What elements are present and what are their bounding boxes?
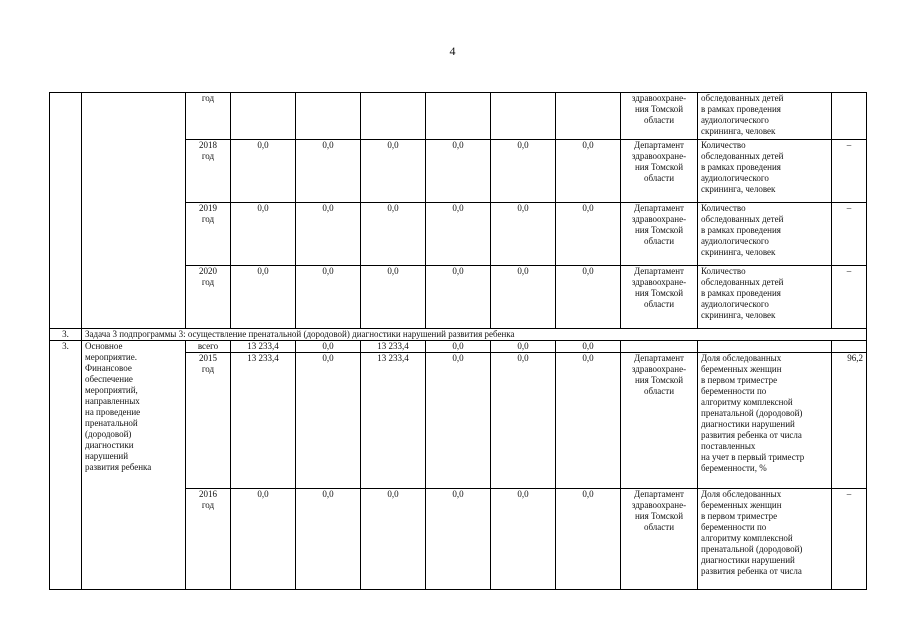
department-cell: Департамент здравоохране- ния Томской области bbox=[621, 353, 698, 489]
department-cell: здравоохране- ния Томской области bbox=[621, 93, 698, 140]
value-cell: 0,0 bbox=[296, 353, 361, 489]
indicator-cell: обследованных детей в рамках проведения аудиологического скрининга, человек bbox=[698, 93, 832, 140]
value-cell: 13 233,4 bbox=[231, 353, 296, 489]
year-cell: 2018 год bbox=[186, 140, 231, 203]
value-cell: 0,0 bbox=[361, 266, 426, 329]
value-cell: 0,0 bbox=[426, 203, 491, 266]
value-cell: 0,0 bbox=[491, 140, 556, 203]
value-cell: 0,0 bbox=[556, 341, 621, 353]
value-cell: 0,0 bbox=[491, 341, 556, 353]
value-cell: 0,0 bbox=[491, 489, 556, 590]
target-cell: – bbox=[832, 140, 867, 203]
value-cell: 0,0 bbox=[231, 140, 296, 203]
value-cell: 0,0 bbox=[491, 266, 556, 329]
department-cell bbox=[621, 341, 698, 353]
department-cell: Департамент здравоохране- ния Томской области bbox=[621, 266, 698, 329]
value-cell: 13 233,4 bbox=[231, 341, 296, 353]
page-number: 4 bbox=[449, 44, 456, 58]
value-cell: 0,0 bbox=[231, 266, 296, 329]
year-cell: год bbox=[186, 93, 231, 140]
target-cell bbox=[832, 341, 867, 353]
table-row bbox=[50, 93, 867, 140]
indicator-cell: Количество обследованных детей в рамках проведения аудиологического скрининга, человек bbox=[698, 203, 832, 266]
task-title-cell: Задача 3 подпрограммы 3: осуществление пренатальной (дородовой) диагностики нарушений развития ребенка bbox=[82, 329, 867, 341]
task-number-cell: 3. bbox=[50, 329, 82, 341]
value-cell bbox=[296, 93, 361, 140]
target-cell: – bbox=[832, 203, 867, 266]
value-cell: 0,0 bbox=[361, 489, 426, 590]
target-cell bbox=[832, 93, 867, 140]
task-row bbox=[50, 329, 867, 341]
value-cell: 0,0 bbox=[556, 353, 621, 489]
value-cell bbox=[491, 93, 556, 140]
value-cell: 0,0 bbox=[556, 203, 621, 266]
target-cell: – bbox=[832, 489, 867, 590]
activity-name-cell bbox=[82, 93, 186, 329]
value-cell: 0,0 bbox=[231, 203, 296, 266]
target-cell: 96,2 bbox=[832, 353, 867, 489]
department-cell: Департамент здравоохране- ния Томской области bbox=[621, 489, 698, 590]
row-number-cell bbox=[50, 93, 82, 329]
value-cell: 0,0 bbox=[491, 353, 556, 489]
year-cell: 2020 год bbox=[186, 266, 231, 329]
indicator-cell: Количество обследованных детей в рамках проведения аудиологического скрининга, человек bbox=[698, 140, 832, 203]
table-row bbox=[50, 341, 867, 353]
value-cell bbox=[231, 93, 296, 140]
value-cell: 0,0 bbox=[556, 489, 621, 590]
value-cell: 0,0 bbox=[426, 266, 491, 329]
indicator-cell: Доля обследованных беременных женщин в первом триместре беременности по алгоритму комплексной пренатальной (дородовой) диагностики нарушений развития ребенка от числа bbox=[698, 489, 832, 590]
department-cell: Департамент здравоохране- ния Томской области bbox=[621, 203, 698, 266]
value-cell: 0,0 bbox=[296, 341, 361, 353]
value-cell: 0,0 bbox=[296, 266, 361, 329]
value-cell: 0,0 bbox=[556, 140, 621, 203]
program-table bbox=[49, 92, 867, 590]
value-cell: 0,0 bbox=[361, 140, 426, 203]
activity-number-cell: 3. bbox=[50, 341, 82, 590]
year-cell: 2015 год bbox=[186, 353, 231, 489]
value-cell: 0,0 bbox=[426, 140, 491, 203]
value-cell: 0,0 bbox=[426, 341, 491, 353]
value-cell: 0,0 bbox=[426, 489, 491, 590]
year-cell: 2019 год bbox=[186, 203, 231, 266]
value-cell: 13 233,4 bbox=[361, 353, 426, 489]
indicator-cell: Доля обследованных беременных женщин в первом триместре беременности по алгоритму комплексной пренатальной (дородовой) диагностики нарушений развития ребенка от числа поставленных на учет в первый триместр беременности, % bbox=[698, 353, 832, 489]
value-cell: 0,0 bbox=[361, 203, 426, 266]
value-cell: 0,0 bbox=[296, 140, 361, 203]
department-cell: Департамент здравоохране- ния Томской области bbox=[621, 140, 698, 203]
activity-name-cell: Основное мероприятие. Финансовое обеспечение мероприятий, направленных на проведение пренатальной (дородовой) диагностики нарушений развития ребенка bbox=[82, 341, 186, 590]
value-cell bbox=[361, 93, 426, 140]
value-cell bbox=[426, 93, 491, 140]
indicator-cell: Количество обследованных детей в рамках проведения аудиологического скрининга, человек bbox=[698, 266, 832, 329]
value-cell: 0,0 bbox=[296, 203, 361, 266]
value-cell: 0,0 bbox=[426, 353, 491, 489]
indicator-cell bbox=[698, 341, 832, 353]
year-cell: 2016 год bbox=[186, 489, 231, 590]
value-cell: 0,0 bbox=[556, 266, 621, 329]
target-cell: – bbox=[832, 266, 867, 329]
value-cell bbox=[556, 93, 621, 140]
total-label-cell: всего bbox=[186, 341, 231, 353]
value-cell: 0,0 bbox=[296, 489, 361, 590]
value-cell: 13 233,4 bbox=[361, 341, 426, 353]
value-cell: 0,0 bbox=[491, 203, 556, 266]
value-cell: 0,0 bbox=[231, 489, 296, 590]
